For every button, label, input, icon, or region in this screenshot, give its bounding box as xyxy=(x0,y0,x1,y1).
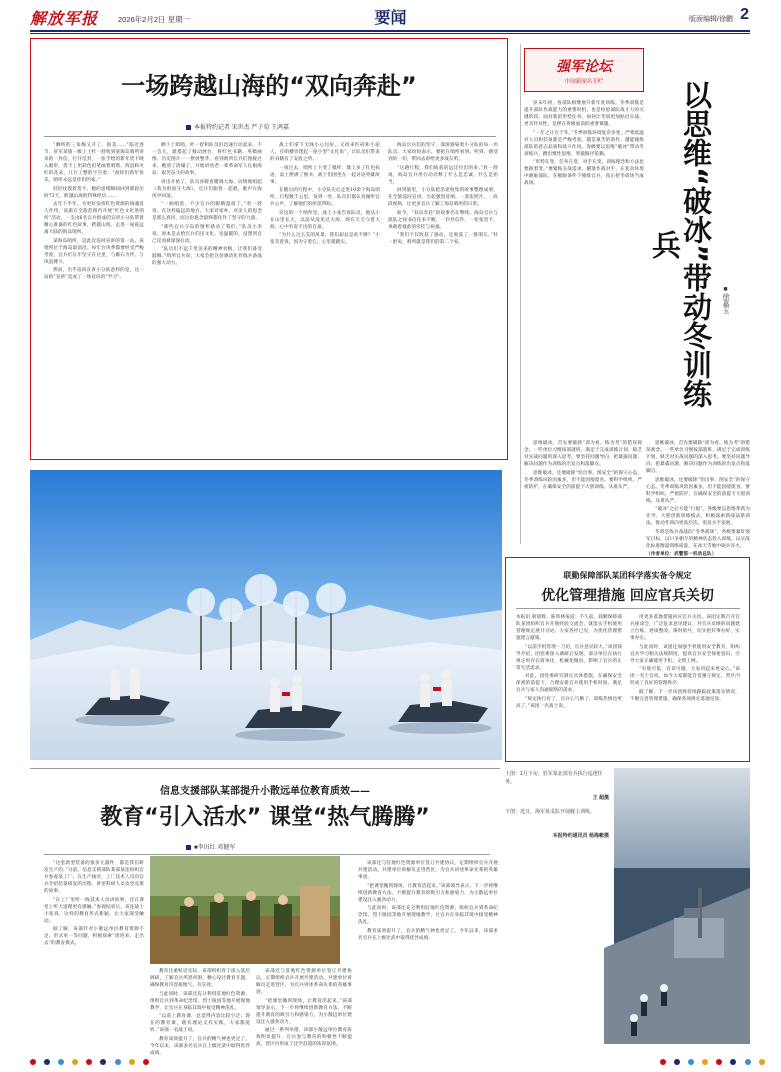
education-column-4 xyxy=(358,860,498,1042)
paragraph: 教育质效提升了，官兵的精气神也更足了。今年以来，该部多名官兵在上级比武中取得优异成绩。 xyxy=(150,1036,250,1056)
paragraph: 岁末年初，各部队相继展开新年度训练。冬季训练是提升部队作战能力的重要时机，也是检验部队战斗力的关键阶段。面对新的形势任务，如何让冬训更加贴近实战、更具针对性，是摆在各级面前的重要课题。 xyxy=(524,101,644,127)
commentary-author-unit: （作者单位：武警第一机动总队） xyxy=(646,552,717,557)
publication-date: 2026年2月2日 星期一 xyxy=(118,15,191,24)
photo-caption-top xyxy=(505,770,609,786)
commentary-top-column xyxy=(524,100,644,438)
photo-credit-bottom: 本报特约通讯员 杨海艇摄 xyxy=(552,833,609,839)
footer-dot xyxy=(702,1059,708,1065)
paragraph: “形势在变、任务在变、对手在变，训练理念和方法也要跟着变。”要紧贴实战需求，瞄准作战对手，在复杂环境中磨砺部队，在极限条件下锤炼官兵，真正把冬训场当成战场。 xyxy=(524,160,644,186)
paragraph: 在随后的行程中，小分队先后走进10余个海岛哨所，行程数千公里。每到一处，队员们都认真倾听官兵心声，了解他们的所思所盼。 xyxy=(270,188,380,207)
footer-dot xyxy=(688,1059,694,1065)
paragraph: 本报讯 俞晨辉、陈炜林报道：不久前，联勤保障部队某团组织官兵开展经验交流会，就落实手机使用管理规定展开讨论。大家各抒己见，为优化管理措施建言献策。 xyxy=(516,615,622,641)
policy-kicker: 联勤保障部队某团科学落实备令规定 xyxy=(563,571,692,580)
paragraph: 通过一系列举措，该部小散远单位教育质效明显提升，官兵参与教育的积极性不断提高，营区内形成了比学赶超的浓厚氛围。 xyxy=(256,1028,352,1047)
footer-dot xyxy=(100,1059,106,1065)
commentary-badge-subtitle: 中国新闻名专栏 xyxy=(564,79,604,85)
lead-column-4 xyxy=(388,142,498,450)
paragraph: 该部还与驻地红色资源单位签订共建协议，定期组织官兵开展共建活动。共建单位讲解员走进营区，为官兵讲述革命先辈的英雄事迹。 xyxy=(358,861,498,880)
footer-dot xyxy=(86,1059,92,1065)
education-kicker: 信息支援部队某部提升小散远单位教育质效—— xyxy=(160,786,370,797)
photo-credit-top: 王 超摄 xyxy=(592,795,609,801)
paragraph: 轻轻抚摸着贺卡，她的思绪瞬间回到那段历时72天、跨越山海的特殊经历…… xyxy=(44,186,144,199)
section-title: 要闻 xyxy=(374,8,407,27)
caption-text: 上图：1月下旬，驻军某北部官兵执行巡逻任务。 xyxy=(505,771,603,785)
footer-dot xyxy=(716,1059,722,1065)
paragraph: 与此同时，该团还加强手机使用安全教育，组织官兵学习相关法规制度，提高官兵安全保密意识，引导大家正确使用手机、文明上网。 xyxy=(630,644,740,664)
footer-dot xyxy=(660,1059,666,1065)
masthead: 解放军报 xyxy=(30,9,99,28)
commentary-badge xyxy=(520,44,648,96)
commentary-bottom-column xyxy=(646,440,750,557)
paragraph: 该部还与驻地红色资源单位签订共建协议，定期组织官兵开展共建活动。共建单位讲解员走进营区，为官兵讲述革命先辈的英雄事迹。 xyxy=(256,969,352,995)
lead-article-title: 一场跨越山海的“双向奔赴” xyxy=(121,72,417,100)
paragraph: 思维破冰，还要破除“怕出事、图安全”的保守心态。冬季训练风险因素多，但不能因噎废食。要科学组织、严密防护，在确保安全的前提下大胆训练、从难从严。 xyxy=(524,470,642,490)
paragraph: 思维破冰，首先要破除“训为看、练为考”的错误观念。一些单位习惯按部就班，满足于完成训练计划，缺乏对实战问题的深入思考。要坚持问题导向，把暴露问题、解决问题作为训练的出发点和落脚点。 xyxy=(524,441,642,467)
paragraph: 对此，团党委研究制定具体措施，在确保安全保密的前提下，合理安排官兵使用手机时间，满足官兵与家人沟通联络的需求。 xyxy=(516,674,622,693)
education-column-1 xyxy=(44,860,144,1040)
paragraph: 某海岛哨所，是此次巡回宣讲的第一站。该哨所位于海岛最前沿，每年台风季都要经受严峻考验，官兵们长年坚守在这里，与礁石为伴、与风浪搏斗。 xyxy=(44,238,144,265)
footer-dot xyxy=(759,1059,765,1065)
paragraph: “一曲唱罢，不少官兵的眼睛湿润了。”杜一舒说，在这样偏远的地方，大家对家乡、对亲人的思念是那么真切，而这份思念最终都化作了坚守的力量。 xyxy=(152,202,262,221)
footer-dot xyxy=(30,1059,36,1065)
policy-column-2 xyxy=(630,614,740,756)
policy-title: 优化管理措施 回应官兵关切 xyxy=(541,588,714,604)
footer-dot xyxy=(44,1059,50,1065)
footer-dots-left xyxy=(30,1050,152,1069)
header-rule-thin xyxy=(30,33,750,34)
page-header xyxy=(0,0,781,30)
footer-dot xyxy=(58,1059,64,1065)
paragraph: “规定执行好了，官兵心气顺了，训练热情也更高了。”该团一名战士说。 xyxy=(516,696,622,709)
naval-training-photo xyxy=(614,768,750,1044)
lead-column-2 xyxy=(152,142,262,450)
paragraph: 冬训是练兵备战的“冬季战场”，各级要紧盯强军目标，以只争朝夕的精神状态投入训练，以实战化标准衡量训练质量，在冰天雪地中砺兵淬火。 xyxy=(646,529,750,549)
footer-dots-right xyxy=(660,1050,768,1069)
education-rule xyxy=(44,854,490,855)
education-top-rule xyxy=(30,768,500,769)
paragraph: 然而，出乎巡回宣讲小分队意料的是，这一站的“宣讲”竟成了一场双向的“学习”。 xyxy=(44,268,144,280)
policy-rule xyxy=(516,608,740,609)
footer-dot xyxy=(745,1059,751,1065)
paragraph: 据了解，该部针对小散远单位教育资源不足、形式单一等问题，积极探索“请进来、走出去”的教育模式。 xyxy=(44,927,144,946)
education-byline: ■李田红 邓健军 xyxy=(186,842,235,851)
paragraph: “把课堂搬到现场，让教育活起来。”该部领导表示，下一步将继续创新教育方法，不断提升教育的吸引力和感染力，为小散远单位建设注入强劲动力。 xyxy=(256,998,352,1025)
lead-column-1 xyxy=(44,142,144,450)
commentary-lower-left-column xyxy=(524,440,642,544)
paragraph: “队员们不远千里送来的精神食粮，让我们备受鼓舞。”哨所官兵说，大家会把这份感动化作练兵备战的强大动力。 xyxy=(152,247,262,266)
paragraph: “为什么这么美的风景，我们却总是看不够？”小张笑着说，因为守着它，心里就踏实。 xyxy=(270,233,380,245)
paragraph: “破冰”之后方能“行船”。各级要以思维革新为先导，大胆创新训练模式，积极探索新战法新训法，推动冬训向更高层次、更高水平发展。 xyxy=(646,507,750,526)
page-editor: 版面编辑/徐鹏 xyxy=(689,16,733,23)
paragraph: 去年下半年，为更好发挥红色资源的铸魂育人作用，该旅在全旅范围内开展“红色文化进哨所”活动，一支由6名官兵组成的宣讲小分队带着精心准备的红色故事，跨越山海，走进一座座远离大陆的海岛哨所。 xyxy=(44,202,144,235)
education-illustration xyxy=(150,856,340,964)
paragraph: “这趟行程，我们收获的远比付出的多。”杜一舒说，海岛官兵用行动诠释了什么是忠诚、什么是担当。 xyxy=(388,165,498,185)
paragraph: “那些官兵守岛的情怀感动了我们。”队员小李说，原本是去给官兵们送文化、送温暖的，没想到自己反而被深深打动。 xyxy=(152,224,262,244)
paragraph: “我们不仅收获了感动，还收获了一群朋友。”杜一舒说，哨所就是我们的第二个家。 xyxy=(388,233,498,245)
paragraph: 思维破冰，首先要破除“训为看、练为考”的错误观念。一些单位习惯按部就班，满足于完成训练计划，缺乏对实战问题的深入思考。要坚持问题导向，把暴露问题、解决问题作为训练的出发点和落脚点。 xyxy=(646,441,750,474)
paragraph: 如今，“双向奔赴”的故事仍在继续。海岛官兵与旅队之间书信往来不断，一封封信件、一张张贺卡，承载着彼此的牵挂与祝福。 xyxy=(388,210,498,230)
footer-dot xyxy=(72,1059,78,1065)
paragraph: 战士们拿下无线小心包好，又找来红砖和小泥人，在哨楼旁建起一座小型“文化角”，让队员们带来的书籍有了安放之所。 xyxy=(270,143,380,162)
naval-training-illustration xyxy=(614,768,750,1044)
lead-column-3 xyxy=(270,142,380,450)
footer-dot xyxy=(115,1059,121,1065)
paragraph: 回到旅里，小分队把沿途收集的故事整理成册，在全旅巡回宣讲，引起强烈反响。一张张照片、一段段视频，让更多官兵了解了海岛哨所的日常。 xyxy=(388,188,498,207)
paragraph: 用更多落地措施回应官兵关切。该团定期召开官兵座谈会，广泛征求意见建议，对官兵反映的问题建立台账、逐项整改、限时销号，切实把好事办好、实事办实。 xyxy=(630,615,740,641)
caption-text: 下图：近日，海军某支队开展舰上训练。 xyxy=(505,809,596,815)
lead-article-byline: 本报特约记者 宋世杰 严子荀 王鸿嘉 xyxy=(186,122,289,131)
paragraph: 一夜过去，哨所上下变了模样：墙上多了红色标语，桌上摆满了图书，战士们围坐在一起讨论英雄故事。 xyxy=(270,165,380,185)
byline-marker xyxy=(186,125,191,130)
paragraph: “有规可依、有章可循，大家用起来更安心。”该团一名士官说，如今大家都能自觉遵守规定，营区内形成了良好的管理秩序。 xyxy=(630,667,740,686)
commentary-badge-title: 强军论坛 xyxy=(556,59,612,75)
paragraph: “以前手机管理一刀切，官兵意见较大。”该团领导介绍，团党委深入调研后发现，部分单位在执行规定时存在简单化、机械化倾向，影响了官兵的正常生活需求。 xyxy=(516,644,622,671)
footer-dot xyxy=(674,1059,680,1065)
paragraph: 思维破冰，还要破除“怕出事、图安全”的保守心态。冬季训练风险因素多，但不能因噎废食。要科学组织、严密防护，在确保安全的前提下大胆训练、从难从严。 xyxy=(646,477,750,504)
paragraph: 晒下上哨哨，杜一舒和队员们迅速行动起来。不一会儿，就搭起了移动展台，将红色书籍、英模画像、历史图片一一摆放整齐。看到哨所官兵们围拢过来，她清了清嗓子，开始讲述老一辈革命军人扎根海岛、艰苦奋斗的故事。 xyxy=(152,143,262,176)
paragraph: 与此同时，该部还充分利用驻地红色资源，组织官兵到革命纪念馆、烈士陵园等地开展现地教学，让官兵在身临其境中接受精神洗礼。 xyxy=(150,991,250,1011)
paragraph: “把课堂搬到现场，让教育活起来。”该部领导表示，下一步将继续创新教育方法，不断提升教育的吸引力和感染力，为小散远单位建设注入强劲动力。 xyxy=(358,883,498,903)
paragraph: 讲出开始了，队员喜暖喜暖调大海，动情地唱起《我为祖国守大海》，官兵们跟着一起唱，歌声在海风中回荡。 xyxy=(152,179,262,199)
paragraph: 据了解，下一步该团将持续跟踪政策落实情况，不断完善管理措施，确保各项规定落地见效。 xyxy=(630,689,740,702)
paragraph: “这套新型装备的很多元器件，都是我们研发生产的。”日前，信息支援部队某部某连组织官兵参观某工厂。在生产线旁，工厂技术人员向官兵介绍装备研发的历程，讲述科研人员攻坚克难的故事。 xyxy=(44,861,144,894)
paragraph: “以前上教育课，总觉得内容比较空泛；现在的教育课，既有理论又有实践，大家都爱听。”该部一名战士说。 xyxy=(150,1014,250,1033)
paragraph: 旁边的一个哨所里，战士小张告诉队员，他从小在山里长大，以前从没见过大海，现在天天守着大海，心中有说不出的自豪。 xyxy=(270,210,380,230)
paragraph: 教育质效提升了，官兵的精气神也更足了。今年以来，该部多名官兵在上级比武中取得优异成绩。 xyxy=(358,928,498,941)
photo-caption-bottom xyxy=(505,808,609,816)
footer-dot xyxy=(129,1059,135,1065)
commentary-author: ■徐嘉玉 xyxy=(722,286,729,314)
snow-patrol-photo xyxy=(30,470,502,760)
byline-marker xyxy=(186,845,191,850)
commentary-rule xyxy=(520,44,521,544)
education-column-2 xyxy=(150,968,250,1056)
commentary-title: 以思维“破冰”带动冬训练兵 xyxy=(648,79,713,409)
footer-dot xyxy=(143,1059,149,1065)
page-number: 2 xyxy=(740,6,749,23)
paragraph: 与此同时，该部还充分利用驻地红色资源，组织官兵到革命纪念馆、烈士陵园等地开展现地教学，让官兵在身临其境中接受精神洗礼。 xyxy=(358,906,498,925)
education-column-3 xyxy=(256,968,352,1047)
paragraph: 教育注重贴近实际。该部组织骨干深入基层调研，了解官兵所思所盼，精心设计教育专题，确保教育内容接地气、有实效。 xyxy=(150,969,250,988)
header-rule xyxy=(30,30,750,32)
paragraph: 海岛官兵们的坚守，深深感染着小分队的每一名队员。大家纷纷表示，要把在哨所看到、听到、感受到的一切，带回去讲给更多战友听。 xyxy=(388,143,498,162)
lead-rule xyxy=(44,136,496,137)
paragraph: “晒所的三角梅又开了，很美……”临近春节，驻军某旅一级上士杜一舒收到某海岛哨所寄来的一封信，打开信封，一张手绘的新年贺卡映入眼帘，贺卡上用彩色铅笔画着哨塔、海浪和火红的花朵，几行工整的字写着：“祝你们新年快乐，哨所永远是你们的家。” xyxy=(44,143,144,183)
snow-patrol-illustration xyxy=(30,470,502,760)
paragraph: “一年之计在于冬。”冬季训练环境复杂多变，严寒低温对人员和装备都是严峻考验。越是艰苦的条件，越能锤炼部队的意志品质和战斗作风。各级要以思维“破冰”带动冬训练兵，跳出惯性思维，突破路径依赖。 xyxy=(524,130,644,157)
education-photo xyxy=(150,856,340,964)
footer-dot xyxy=(730,1059,736,1065)
paragraph: “在工厂里听一线技术人员讲故事，比在课堂上听大道理更有感触。”参观结束后，该连战士小张说，这样的教育形式新颖，让大家深受触动。 xyxy=(44,897,144,924)
policy-column-1 xyxy=(516,614,622,756)
education-title: 教育“引入活水” 课堂“热气腾腾” xyxy=(100,805,430,830)
